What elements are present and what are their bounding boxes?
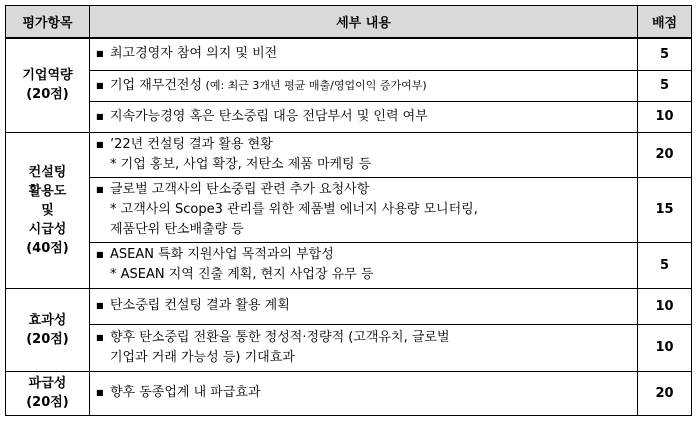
detail-text-continued: 기업과 거래 가능성 등) 기대효과 (110, 349, 295, 365)
detail-text: ASEAN 특화 지원사업 목적과의 부합성 (110, 247, 334, 262)
detail-example: (예: 최근 3개년 평균 매출/영업이익 증가여부) (202, 78, 427, 92)
bullet-icon: ■ (96, 80, 104, 90)
category-name: 컨설팅 (28, 164, 67, 180)
detail-text: 지속가능경영 혹은 탄소중립 대응 전담부서 및 인력 여부 (110, 108, 428, 124)
category-name: 효과성 (28, 312, 67, 328)
table-row (6, 288, 692, 324)
table-row (6, 242, 692, 288)
detail-cell (90, 70, 638, 101)
bullet-icon: ■ (96, 184, 104, 194)
detail-note: * 기업 홍보, 사업 확장, 저탄소 제품 마케팅 등 (110, 156, 372, 172)
score-cell: 15 (638, 177, 692, 242)
detail-text: ’22년 컨설팅 결과 활용 현황 (110, 136, 273, 152)
score-cell: 5 (638, 242, 692, 288)
score-cell: 20 (638, 371, 692, 415)
detail-cell (90, 288, 638, 324)
category-name: 기업역량 (22, 68, 73, 84)
table-row (6, 371, 692, 415)
detail-text: 향후 탄소중립 전환을 통한 정성적·정량적 (고객유치, 글로벌 (110, 329, 450, 345)
detail-note: 제품단위 탄소배출량 등 (110, 221, 244, 237)
category-cell (6, 371, 90, 415)
category-points: (20점) (26, 395, 69, 410)
bullet-icon: ■ (96, 250, 104, 259)
header-score: 배점 (638, 6, 692, 39)
bullet-icon: ■ (96, 111, 104, 121)
category-name: 활용도 (28, 183, 67, 199)
detail-cell (90, 324, 638, 371)
detail-cell (90, 38, 638, 70)
table-row (6, 38, 692, 70)
category-cell (6, 288, 90, 371)
detail-cell (90, 101, 638, 132)
category-name: 파급성 (28, 376, 67, 391)
bullet-icon: ■ (96, 139, 104, 149)
score-cell: 20 (638, 132, 692, 177)
detail-cell (90, 242, 638, 288)
detail-text: 최고경영자 참여 의지 및 비전 (110, 46, 278, 62)
header-details: 세부 내용 (90, 6, 638, 39)
category-points: (20점) (26, 87, 69, 103)
table-row (6, 101, 692, 132)
score-cell: 10 (638, 288, 692, 324)
score-cell: 10 (638, 101, 692, 132)
category-name: 시급성 (28, 221, 67, 237)
table-row (6, 70, 692, 101)
detail-note: * 고객사의 Scope3 관리를 위한 제품별 에너지 사용량 모니터링, (110, 201, 478, 217)
table-row (6, 177, 692, 242)
detail-text: 탄소중립 컨설팅 결과 활용 계획 (110, 298, 290, 313)
score-cell: 10 (638, 324, 692, 371)
evaluation-criteria-table (5, 5, 692, 416)
bullet-icon: ■ (96, 301, 104, 310)
detail-text: 기업 재무건전성 (110, 77, 203, 93)
category-cell (6, 38, 90, 132)
table-row (6, 324, 692, 371)
detail-cell (90, 132, 638, 177)
table-row (6, 132, 692, 177)
score-cell: 5 (638, 38, 692, 70)
header-row (6, 6, 692, 39)
bullet-icon: ■ (96, 332, 104, 342)
detail-cell (90, 177, 638, 242)
header-category: 평가항목 (6, 6, 90, 39)
detail-text: 글로벌 고객사의 탄소중립 관련 추가 요청사항 (110, 181, 370, 197)
detail-cell (90, 371, 638, 415)
detail-text: 향후 동종업계 내 파급효과 (110, 385, 261, 400)
score-cell: 5 (638, 70, 692, 101)
detail-note: * ASEAN 지역 진출 계획, 현지 사업장 유무 등 (110, 267, 374, 282)
bullet-icon: ■ (96, 49, 104, 59)
evaluation-criteria-table-wrapper (5, 5, 692, 416)
category-points: (20점) (26, 331, 69, 347)
bullet-icon: ■ (96, 388, 104, 397)
category-name: 및 (41, 202, 54, 218)
category-points: (40점) (26, 240, 69, 256)
category-cell (6, 132, 90, 288)
